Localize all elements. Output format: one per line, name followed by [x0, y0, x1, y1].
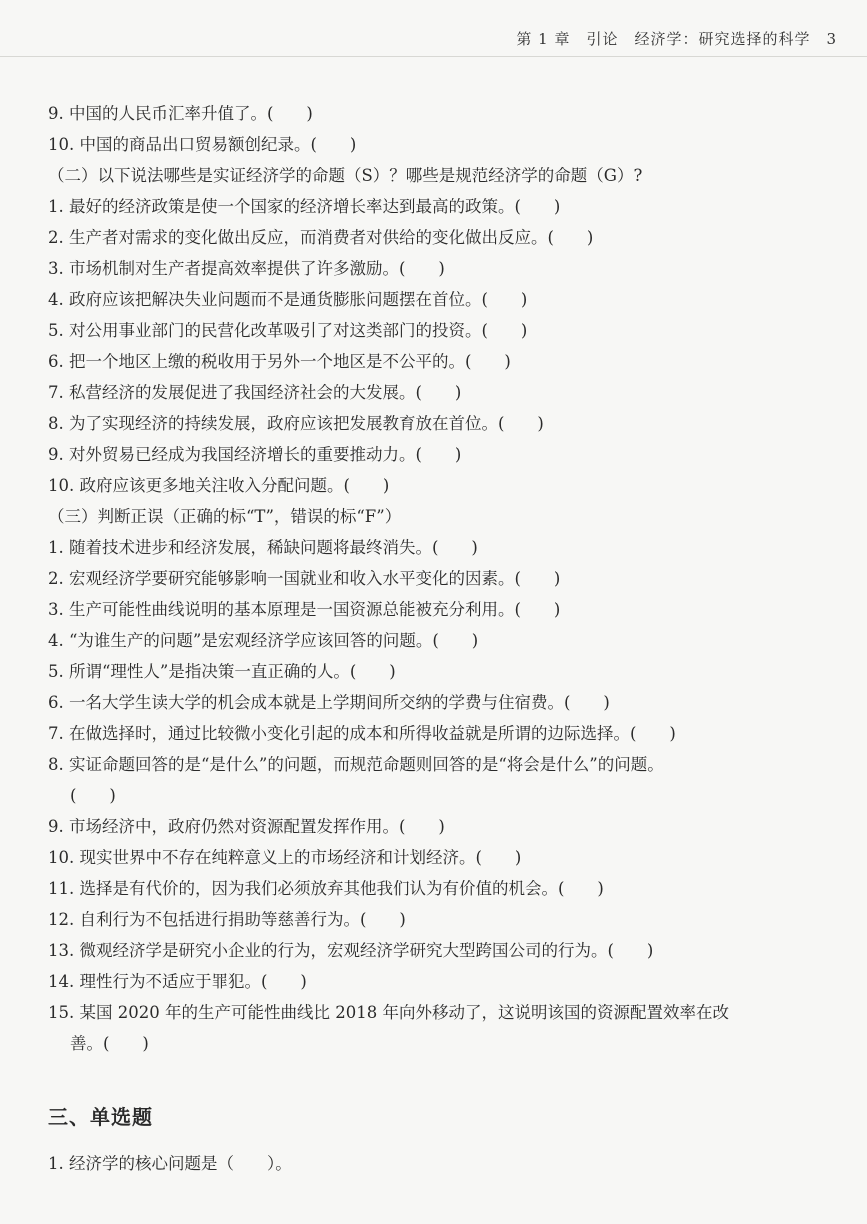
question-item: 10. 政府应该更多地关注收入分配问题。( )	[48, 476, 390, 495]
section-title-single-choice: 三、单选题	[48, 1105, 153, 1129]
question-item: 13. 微观经济学是研究小企业的行为，宏观经济学研究大型跨国公司的行为。( )	[48, 941, 654, 960]
question-item: （二）以下说法哪些是实证经济学的命题（S）？哪些是规范经济学的命题（G）?	[48, 166, 643, 185]
question-item: 9. 市场经济中，政府仍然对资源配置发挥作用。( )	[48, 817, 445, 836]
question-item: 10. 中国的商品出口贸易额创纪录。( )	[48, 135, 357, 154]
question-item: 9. 中国的人民币汇率升值了。( )	[48, 104, 313, 123]
question-item: 8. 实证命题回答的是“是什么”的问题，而规范命题则回答的是“将会是什么”的问题。	[48, 755, 664, 774]
question-item: 3. 生产可能性曲线说明的基本原理是一国资源总能被充分利用。( )	[48, 600, 561, 619]
question-item: 2. 宏观经济学要研究能够影响一国就业和收入水平变化的因素。( )	[48, 569, 561, 588]
question-item: （三）判断正误（正确的标“T”，错误的标“F”）	[48, 507, 402, 526]
question-item: 14. 理性行为不适应于罪犯。( )	[48, 972, 307, 991]
question-item: 1. 经济学的核心问题是（ ）。	[48, 1154, 292, 1173]
question-item: 7. 在做选择时，通过比较微小变化引起的成本和所得收益就是所谓的边际选择。( )	[48, 724, 676, 743]
page-number: 3	[826, 30, 837, 48]
question-item: 4. 政府应该把解决失业问题而不是通货膨胀问题摆在首位。( )	[48, 290, 528, 309]
question-item: 10. 现实世界中不存在纯粹意义上的市场经济和计划经济。( )	[48, 848, 522, 867]
question-item: 2. 生产者对需求的变化做出反应，而消费者对供给的变化做出反应。( )	[48, 228, 594, 247]
question-item: 6. 一名大学生读大学的机会成本就是上学期间所交纳的学费与住宿费。( )	[48, 693, 610, 712]
question-item: 5. 所谓“理性人”是指决策一直正确的人。( )	[48, 662, 396, 681]
question-item: 8. 为了实现经济的持续发展，政府应该把发展教育放在首位。( )	[48, 414, 544, 433]
question-item: 9. 对外贸易已经成为我国经济增长的重要推动力。( )	[48, 445, 462, 464]
question-item: 7. 私营经济的发展促进了我国经济社会的大发展。( )	[48, 383, 462, 402]
chapter-title: 第 1 章 引论 经济学：研究选择的科学	[516, 30, 811, 48]
question-item: 6. 把一个地区上缴的税收用于另外一个地区是不公平的。( )	[48, 352, 511, 371]
header-divider	[0, 56, 867, 57]
question-item: 4. “为谁生产的问题”是宏观经济学应该回答的问题。( )	[48, 631, 479, 650]
question-list	[48, 98, 818, 1059]
question-item: 1. 最好的经济政策是使一个国家的经济增长率达到最高的政策。( )	[48, 197, 561, 216]
question-continuation: ( )	[70, 786, 116, 805]
page-header	[516, 28, 837, 49]
question-item: 3. 市场机制对生产者提高效率提供了许多激励。( )	[48, 259, 445, 278]
question-continuation: 善。( )	[70, 1034, 149, 1053]
question-item: 12. 自利行为不包括进行捐助等慈善行为。( )	[48, 910, 406, 929]
question-item: 15. 某国 2020 年的生产可能性曲线比 2018 年向外移动了，这说明该国的资源配置效率在改	[48, 1003, 729, 1022]
page-body	[48, 98, 818, 1179]
question-item: 1. 随着技术进步和经济发展，稀缺问题将最终消失。( )	[48, 538, 478, 557]
question-item: 11. 选择是有代价的，因为我们必须放弃其他我们认为有价值的机会。( )	[48, 879, 604, 898]
question-item: 5. 对公用事业部门的民营化改革吸引了对这类部门的投资。( )	[48, 321, 528, 340]
